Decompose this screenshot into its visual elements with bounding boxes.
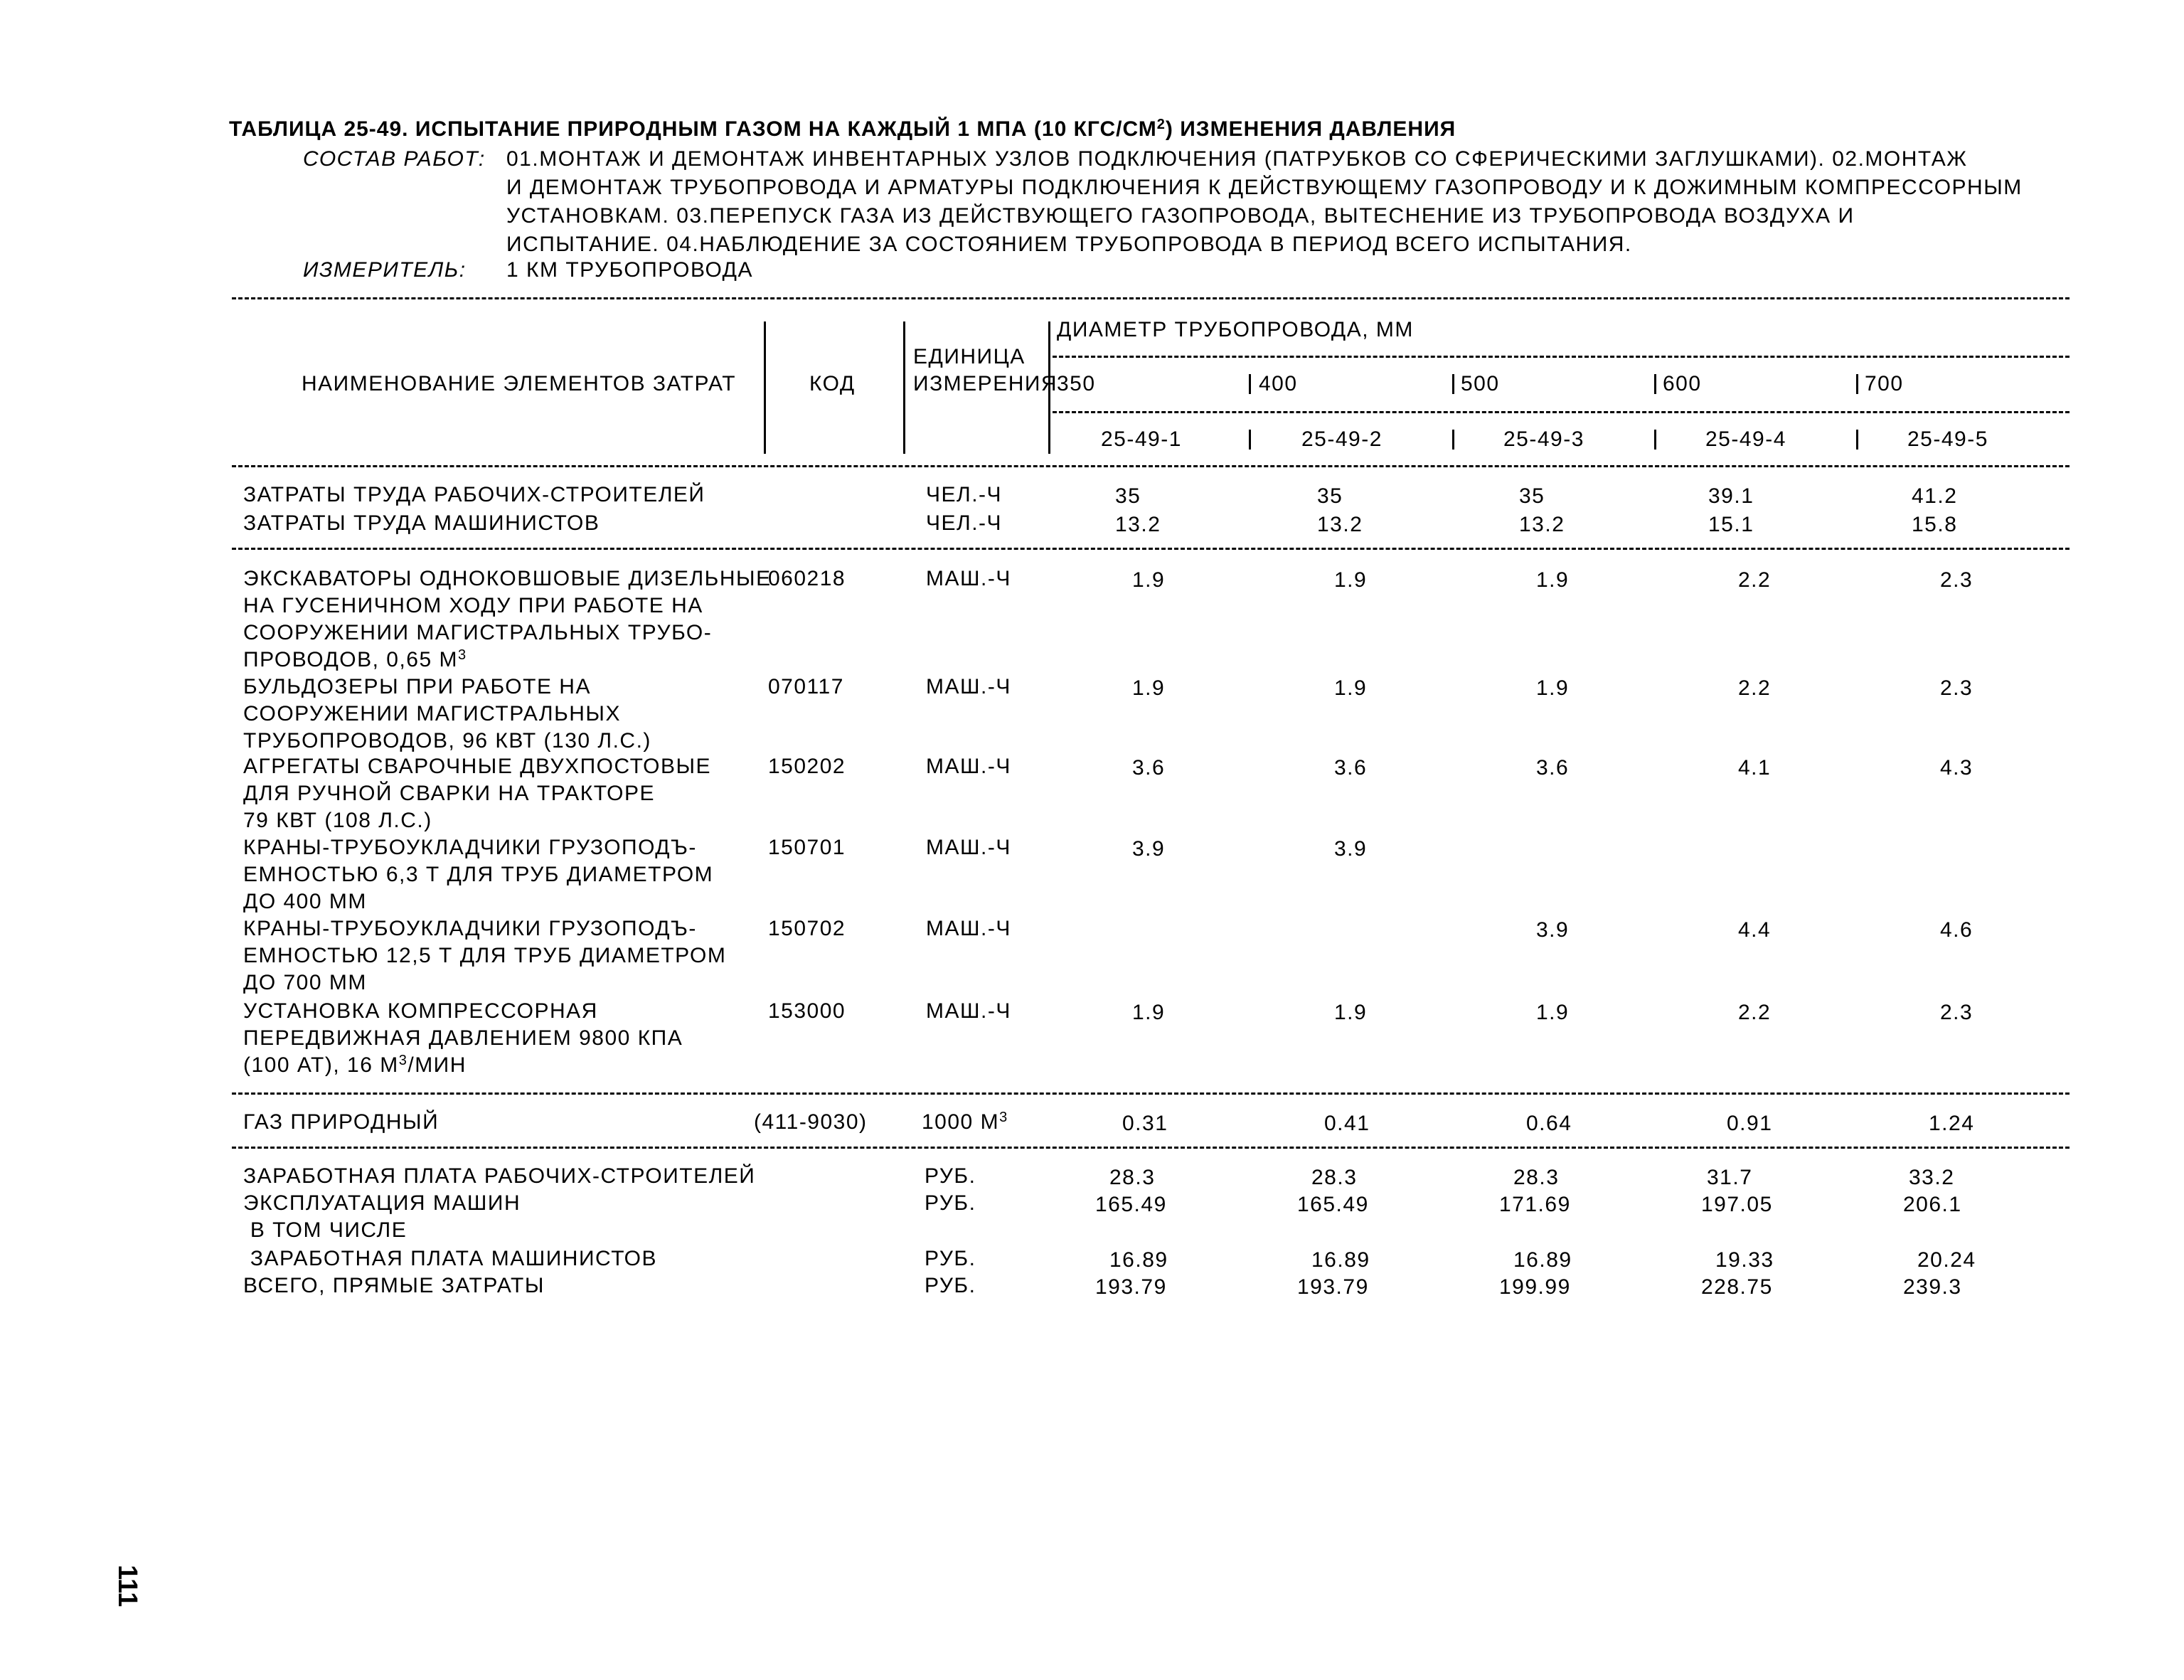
- work-line-1: 01.МОНТАЖ И ДЕМОНТАЖ ИНВЕНТАРНЫХ УЗЛОВ ПОДКЛЮЧЕНИЯ (ПАТРУБКОВ СО СФЕРИЧЕСКИМИ ЗАГЛУШКАМИ). 02.МОНТАЖ: [506, 147, 1968, 171]
- machine-code: 060218: [768, 567, 846, 590]
- value-600: 197.05: [1701, 1193, 1773, 1216]
- value-400: 28.3: [1311, 1166, 1358, 1189]
- value-400: 1.9: [1334, 676, 1368, 700]
- total-unit: РУБ.: [925, 1164, 976, 1188]
- value-350: 1.9: [1132, 1001, 1166, 1024]
- col-divider-c4: [1654, 430, 1656, 450]
- total-name: ЭКСПЛУАТАЦИЯ МАШИН: [243, 1191, 521, 1215]
- header-code-4: 25-49-4: [1705, 427, 1786, 451]
- meter-value: 1 КМ ТРУБОПРОВОДА: [506, 258, 754, 282]
- value-400: 0.41: [1324, 1112, 1370, 1135]
- total-name: ЗАРАБОТНАЯ ПЛАТА МАШИНИСТОВ: [243, 1247, 658, 1270]
- machine-name-line: БУЛЬДОЗЕРЫ ПРИ РАБОТЕ НА: [243, 675, 591, 698]
- title-sup: 2: [1156, 117, 1166, 132]
- value-700: 4.3: [1940, 756, 1973, 780]
- total-unit: РУБ.: [925, 1274, 976, 1297]
- col-divider-code: [903, 321, 905, 454]
- machine-name-text: ПРОВОДОВ, 0,65 М: [243, 648, 458, 671]
- machine-name-line: 79 КВТ (108 Л.С.): [243, 809, 432, 832]
- page-number: 111: [112, 1565, 142, 1607]
- machine-unit: МАШ.-Ч: [926, 917, 1011, 940]
- value-500: 28.3: [1513, 1166, 1560, 1189]
- machine-name-line: СООРУЖЕНИИ МАГИСТРАЛЬНЫХ ТРУБО-: [243, 621, 713, 644]
- value-600: 2.2: [1738, 676, 1772, 700]
- title-main: ТАБЛИЦА 25-49. ИСПЫТАНИЕ ПРИРОДНЫМ ГАЗОМ НА КАЖДЫЙ 1 МПА (10 КГС/СМ: [229, 117, 1157, 141]
- gas-unit-sup: 3: [999, 1110, 1008, 1125]
- value-600: 2.2: [1738, 568, 1772, 592]
- col-divider-d700: [1856, 374, 1858, 394]
- value-350: 0.31: [1122, 1112, 1168, 1135]
- col-divider-d600: [1654, 374, 1656, 394]
- separator-header: [232, 465, 2070, 467]
- value-350: 35: [1115, 484, 1141, 508]
- machine-name-line: СООРУЖЕНИИ МАГИСТРАЛЬНЫХ: [243, 702, 621, 725]
- value-700: 33.2: [1909, 1166, 1955, 1189]
- header-code-1: 25-49-1: [1101, 427, 1182, 451]
- header-code: КОД: [809, 372, 856, 395]
- value-700: 41.2: [1912, 484, 1958, 508]
- total-name: ЗАРАБОТНАЯ ПЛАТА РАБОЧИХ-СТРОИТЕЛЕЙ: [243, 1164, 756, 1188]
- machine-name-sup: 3: [457, 647, 467, 663]
- value-600: 15.1: [1708, 513, 1754, 536]
- machine-name-line: ДЛЯ РУЧНОЙ СВАРКИ НА ТРАКТОРЕ: [243, 782, 656, 805]
- header-unit-1: ЕДИНИЦА: [913, 345, 1026, 368]
- value-700: 2.3: [1940, 568, 1973, 592]
- value-600: 31.7: [1707, 1166, 1753, 1189]
- header-diameter-label: ДИАМЕТР ТРУБОПРОВОДА, ММ: [1057, 318, 1414, 341]
- header-sep-2: [1053, 411, 2070, 413]
- value-600: 2.2: [1738, 1001, 1772, 1024]
- value-350: 13.2: [1115, 513, 1161, 536]
- col-divider-d500: [1452, 374, 1454, 394]
- machine-unit: МАШ.-Ч: [926, 836, 1011, 859]
- machine-name-line: ЕМНОСТЬЮ 12,5 Т ДЛЯ ТРУБ ДИАМЕТРОМ: [243, 944, 727, 967]
- value-400: 35: [1317, 484, 1343, 508]
- col-divider-name: [764, 321, 766, 454]
- value-350: 1.9: [1132, 676, 1166, 700]
- value-400: 165.49: [1297, 1193, 1369, 1216]
- machine-name-line: ДО 700 ММ: [243, 971, 367, 994]
- machine-name-line: [243, 1053, 467, 1078]
- separator-top: [232, 297, 2070, 299]
- value-500: 171.69: [1499, 1193, 1571, 1216]
- machine-name-line: ПЕРЕДВИЖНАЯ ДАВЛЕНИЕМ 9800 КПА: [243, 1026, 683, 1050]
- title-rest: ) ИЗМЕНЕНИЯ ДАВЛЕНИЯ: [1165, 117, 1456, 141]
- value-500: 0.64: [1526, 1112, 1572, 1135]
- col-divider-c3: [1452, 430, 1454, 450]
- header-name: НАИМЕНОВАНИЕ ЭЛЕМЕНТОВ ЗАТРАТ: [302, 372, 737, 395]
- value-700: 2.3: [1940, 1001, 1973, 1024]
- total-unit: РУБ.: [925, 1191, 976, 1215]
- value-400: 1.9: [1334, 568, 1368, 592]
- value-600: 39.1: [1708, 484, 1754, 508]
- col-divider-c5: [1856, 430, 1858, 450]
- value-700: 206.1: [1903, 1193, 1962, 1216]
- work-line-4: ИСПЫТАНИЕ. 04.НАБЛЮДЕНИЕ ЗА СОСТОЯНИЕМ ТРУБОПРОВОДА В ПЕРИОД ВСЕГО ИСПЫТАНИЯ.: [506, 233, 1632, 256]
- value-350: 3.6: [1132, 756, 1166, 780]
- labor-unit: ЧЕЛ.-Ч: [926, 511, 1003, 535]
- machine-unit: МАШ.-Ч: [926, 755, 1011, 778]
- machine-name-text: (100 АТ), 16 М: [243, 1053, 399, 1077]
- machine-name-line: КРАНЫ-ТРУБОУКЛАДЧИКИ ГРУЗОПОДЪ-: [243, 836, 697, 859]
- value-400: 3.9: [1334, 837, 1368, 861]
- machine-code: 150202: [768, 755, 846, 778]
- value-500: 1.9: [1536, 676, 1570, 700]
- value-600: 4.1: [1738, 756, 1772, 780]
- value-500: 13.2: [1519, 513, 1565, 536]
- value-700: 20.24: [1917, 1248, 1976, 1272]
- value-700: 15.8: [1912, 513, 1958, 536]
- value-600: 4.4: [1738, 918, 1772, 942]
- value-350: 193.79: [1095, 1275, 1167, 1299]
- value-600: 19.33: [1715, 1248, 1774, 1272]
- machine-unit: МАШ.-Ч: [926, 675, 1011, 698]
- total-name: ВСЕГО, ПРЯМЫЕ ЗАТРАТЫ: [243, 1274, 545, 1297]
- value-700: 2.3: [1940, 676, 1973, 700]
- total-name: В ТОМ ЧИСЛЕ: [243, 1218, 407, 1242]
- machine-name-sup: 3: [398, 1053, 408, 1068]
- table-title: [229, 117, 1456, 142]
- value-700: 4.6: [1940, 918, 1973, 942]
- machine-name-line: ЕМНОСТЬЮ 6,3 Т ДЛЯ ТРУБ ДИАМЕТРОМ: [243, 863, 714, 886]
- labor-name: ЗАТРАТЫ ТРУДА МАШИНИСТОВ: [243, 511, 600, 535]
- machine-code: 150701: [768, 836, 846, 859]
- value-500: 199.99: [1499, 1275, 1571, 1299]
- header-diameter-400: 400: [1259, 372, 1298, 395]
- header-code-5: 25-49-5: [1907, 427, 1988, 451]
- machine-name-line: [243, 647, 467, 673]
- header-code-3: 25-49-3: [1503, 427, 1584, 451]
- header-unit-2: ИЗМЕРЕНИЯ: [913, 372, 1058, 395]
- value-400: 13.2: [1317, 513, 1363, 536]
- value-500: 1.9: [1536, 1001, 1570, 1024]
- machine-name-line: АГРЕГАТЫ СВАРОЧНЫЕ ДВУХПОСТОВЫЕ: [243, 755, 712, 778]
- value-600: 228.75: [1701, 1275, 1773, 1299]
- value-400: 193.79: [1297, 1275, 1369, 1299]
- value-600: 0.91: [1727, 1112, 1773, 1135]
- value-400: 3.6: [1334, 756, 1368, 780]
- value-350: 1.9: [1132, 568, 1166, 592]
- gas-unit: [922, 1110, 1008, 1135]
- value-350: 3.9: [1132, 837, 1166, 861]
- value-500: 3.6: [1536, 756, 1570, 780]
- machine-code: 150702: [768, 917, 846, 940]
- col-divider-c2: [1249, 430, 1251, 450]
- labor-unit: ЧЕЛ.-Ч: [926, 483, 1003, 506]
- machine-name-line: ДО 400 ММ: [243, 890, 367, 913]
- machine-name-rest: /МИН: [407, 1053, 467, 1077]
- meter-label: ИЗМЕРИТЕЛЬ:: [303, 258, 467, 282]
- gas-code: (411-9030): [754, 1110, 868, 1134]
- value-500: 35: [1519, 484, 1545, 508]
- value-500: 16.89: [1513, 1248, 1572, 1272]
- total-unit: РУБ.: [925, 1247, 976, 1270]
- machine-name-line: УСТАНОВКА КОМПРЕССОРНАЯ: [243, 999, 598, 1023]
- value-500: 3.9: [1536, 918, 1570, 942]
- machine-unit: МАШ.-Ч: [926, 999, 1011, 1023]
- value-700: 239.3: [1903, 1275, 1962, 1299]
- value-700: 1.24: [1929, 1112, 1975, 1135]
- machine-name-line: ЭКСКАВАТОРЫ ОДНОКОВШОВЫЕ ДИЗЕЛЬНЫЕ: [243, 567, 772, 590]
- header-diameter-600: 600: [1663, 372, 1702, 395]
- machine-name-line: КРАНЫ-ТРУБОУКЛАДЧИКИ ГРУЗОПОДЪ-: [243, 917, 697, 940]
- value-350: 16.89: [1109, 1248, 1168, 1272]
- value-350: 165.49: [1095, 1193, 1167, 1216]
- labor-name: ЗАТРАТЫ ТРУДА РАБОЧИХ-СТРОИТЕЛЕЙ: [243, 483, 705, 506]
- header-diameter-700: 700: [1865, 372, 1904, 395]
- machine-name-line: ТРУБОПРОВОДОВ, 96 КВТ (130 Л.С.): [243, 729, 651, 753]
- value-400: 1.9: [1334, 1001, 1368, 1024]
- work-line-3: УСТАНОВКАМ. 03.ПЕРЕПУСК ГАЗА ИЗ ДЕЙСТВУЮЩЕГО ГАЗОПРОВОДА, ВЫТЕСНЕНИЕ ИЗ ТРУБОПРОВОДА ВОЗДУХА И: [506, 204, 1855, 228]
- header-diameter-350: 350: [1057, 372, 1096, 395]
- header-sep-1: [1053, 356, 2070, 358]
- value-400: 16.89: [1311, 1248, 1370, 1272]
- machine-code: 153000: [768, 999, 846, 1023]
- value-500: 1.9: [1536, 568, 1570, 592]
- machine-code: 070117: [768, 675, 844, 698]
- separator-labor: [232, 548, 2070, 550]
- value-350: 28.3: [1109, 1166, 1156, 1189]
- col-divider-d400: [1249, 374, 1251, 394]
- separator-gas: [232, 1147, 2070, 1149]
- gas-name: ГАЗ ПРИРОДНЫЙ: [243, 1110, 440, 1134]
- gas-unit-text: 1000 М: [922, 1110, 1000, 1134]
- machine-name-line: НА ГУСЕНИЧНОМ ХОДУ ПРИ РАБОТЕ НА: [243, 594, 703, 617]
- header-diameter-500: 500: [1461, 372, 1500, 395]
- work-line-2: И ДЕМОНТАЖ ТРУБОПРОВОДА И АРМАТУРЫ ПОДКЛЮЧЕНИЯ К ДЕЙСТВУЮЩЕМУ ГАЗОПРОВОДУ И К ДОЖИМНЫМ КОМПРЕССОРНЫМ: [506, 176, 2023, 199]
- separator-machines: [232, 1092, 2070, 1095]
- work-label: СОСТАВ РАБОТ:: [303, 147, 486, 171]
- header-code-2: 25-49-2: [1301, 427, 1383, 451]
- machine-unit: МАШ.-Ч: [926, 567, 1011, 590]
